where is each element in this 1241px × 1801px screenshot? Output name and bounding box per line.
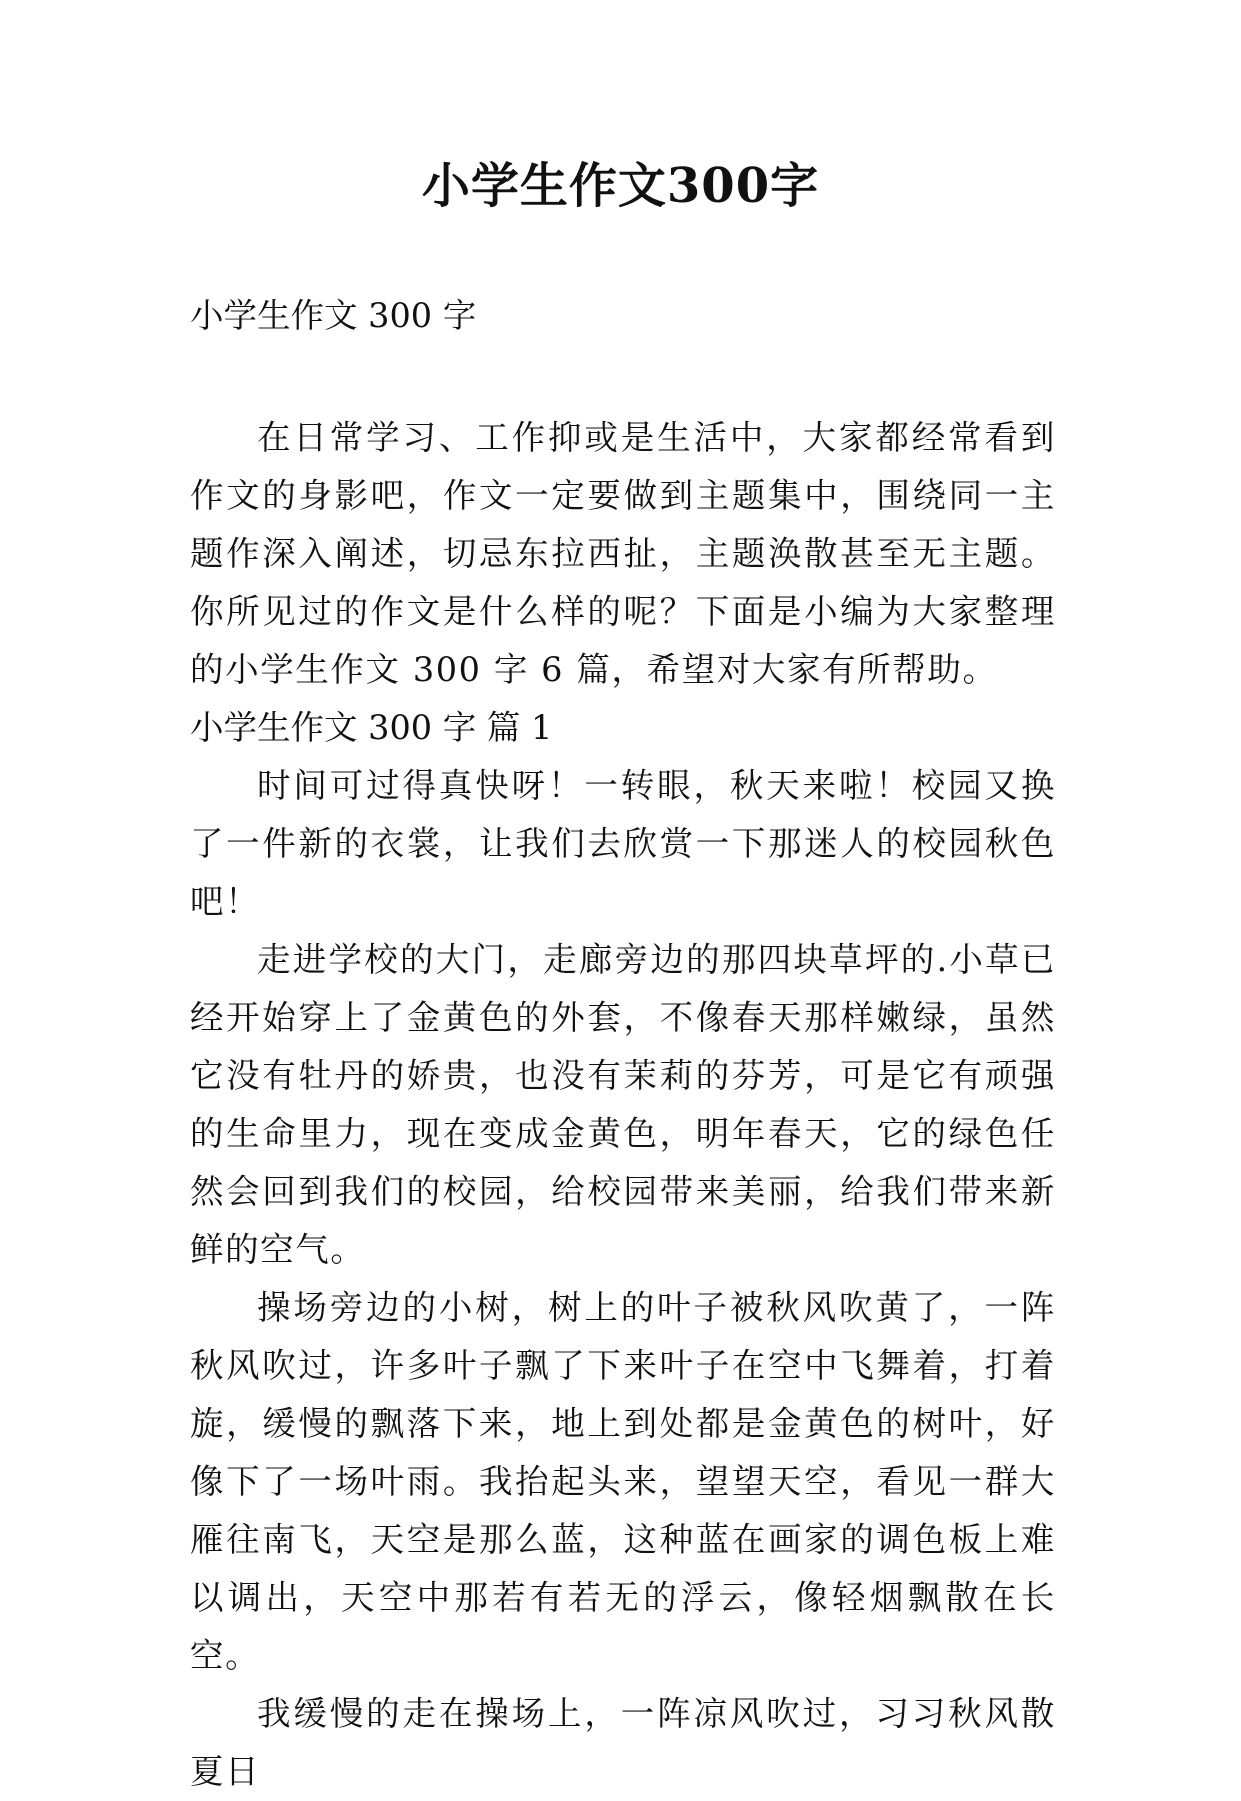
body-paragraph: 操场旁边的小树，树上的叶子被秋风吹黄了，一阵秋风吹过，许多叶子飘了下来叶子在空中飞舞着，打着旋，缓慢的飘落下来，地上到处都是金黄色的树叶，好像下了一场叶雨。我抬起头来，望望天空，看见一群大雁往南飞，天空是那么蓝，这种蓝在画家的调色板上难以调出，天空中那若有若无的浮云，像轻烟飘散在长空。 <box>190 1288 1056 1675</box>
spacer <box>190 345 1056 409</box>
section-heading: 小学生作文 300 字 篇 1 <box>190 708 553 747</box>
document-title: 小学生作文300字 <box>421 158 820 214</box>
intro-paragraph: 在日常学习、工作抑或是生活中，大家都经常看到作文的身影吧，作文一定要做到主题集中，围绕同一主题作深入阐述，切忌东拉西扯，主题涣散甚至无主题。你所见过的作文是什么样的呢？下面是小编为大家整理的小学生作文 300 字 6 篇，希望对大家有所帮助。 <box>190 418 1056 689</box>
document-body <box>190 287 1056 1801</box>
body-paragraph: 我缓慢的走在操场上，一阵凉风吹过，习习秋风散夏日 <box>190 1694 1056 1791</box>
body-paragraph: 时间可过得真快呀！一转眼，秋天来啦！校园又换了一件新的衣裳，让我们去欣赏一下那迷人的校园秋色吧！ <box>190 766 1056 921</box>
document-subtitle: 小学生作文 300 字 <box>190 296 477 335</box>
body-paragraph: 走进学校的大门，走廊旁边的那四块草坪的.小草已经开始穿上了金黄色的外套，不像春天那样嫩绿，虽然它没有牡丹的娇贵，也没有茉莉的芬芳，可是它有顽强的生命里力，现在变成金黄色，明年春天，它的绿色任然会回到我们的校园，给校园带来美丽，给我们带来新鲜的空气。 <box>190 940 1056 1269</box>
